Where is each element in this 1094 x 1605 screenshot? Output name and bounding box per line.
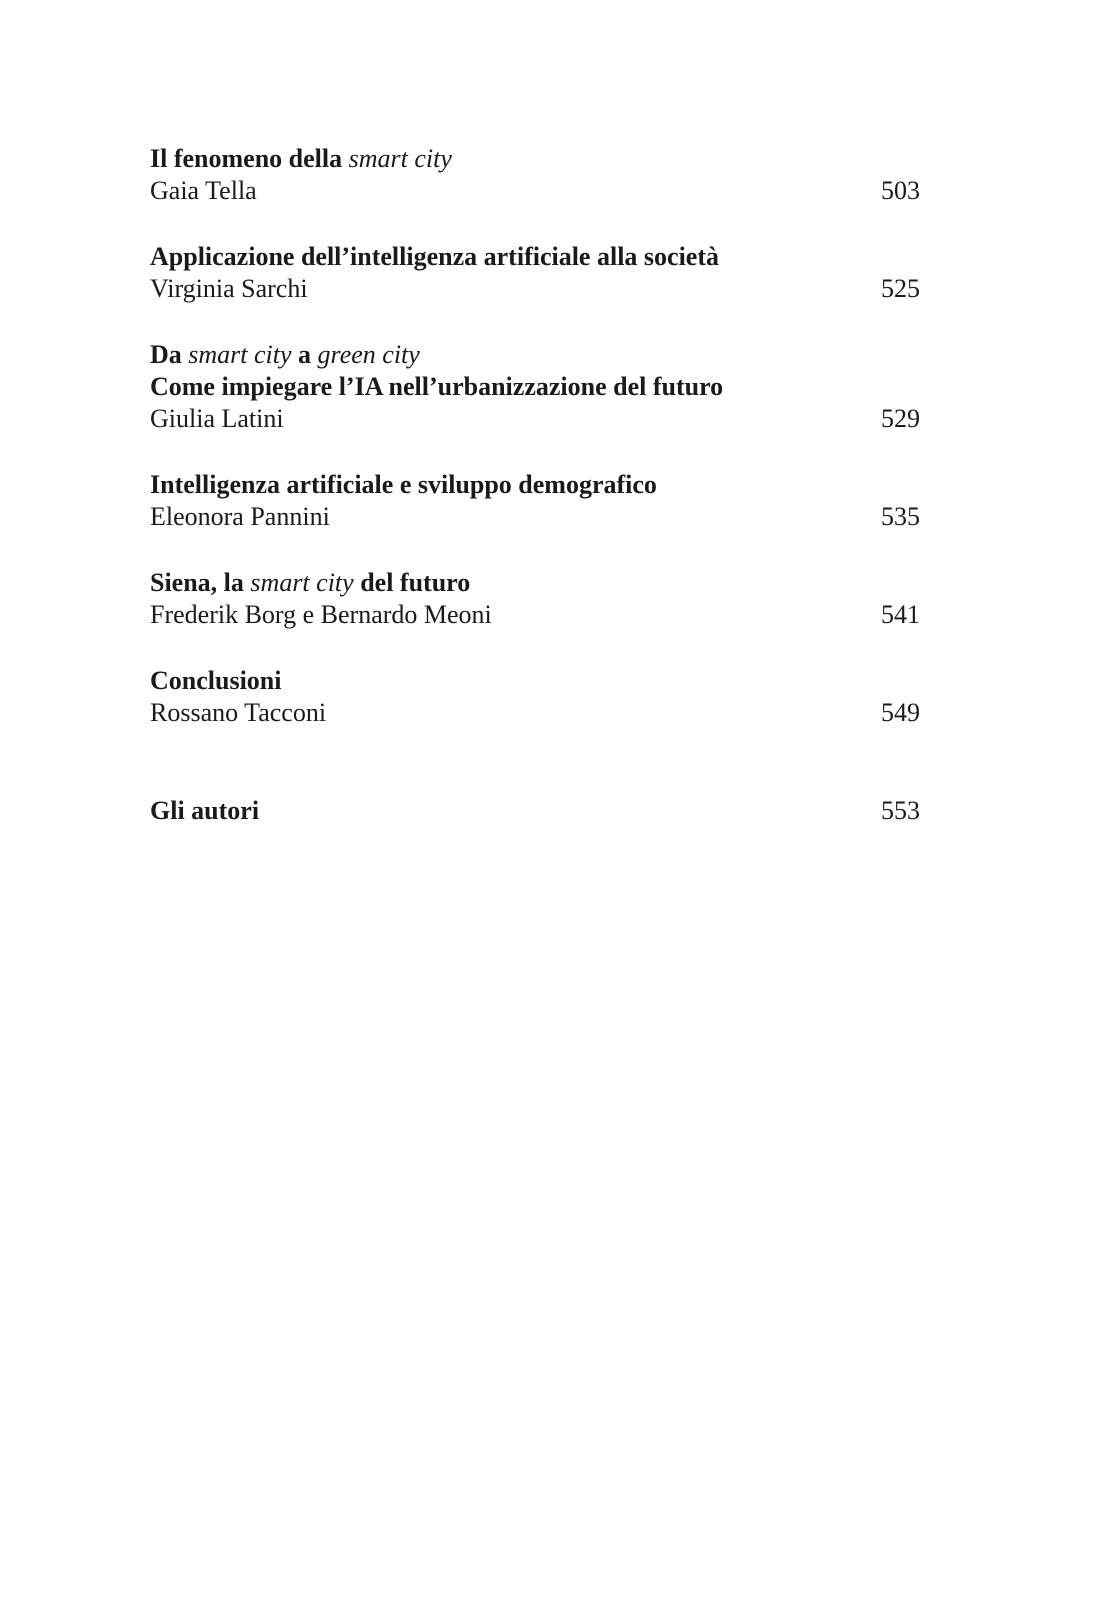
title-text: Da bbox=[150, 340, 189, 369]
entry-page-number: 541 bbox=[881, 600, 920, 629]
entry-title-row bbox=[150, 795, 920, 827]
entry-author: Frederik Borg e Bernardo Meoni bbox=[150, 600, 492, 629]
toc-entry bbox=[150, 567, 920, 631]
title-text-italic: smart city bbox=[250, 568, 354, 597]
entry-author: Eleonora Pannini bbox=[150, 502, 330, 531]
entry-page-number: 503 bbox=[881, 176, 920, 205]
entry-author-row bbox=[150, 599, 920, 631]
entry-author-row bbox=[150, 273, 920, 305]
entry-title bbox=[150, 567, 920, 599]
title-text: Siena, la bbox=[150, 568, 251, 597]
entry-author: Giulia Latini bbox=[150, 404, 284, 433]
toc-entry bbox=[150, 469, 920, 533]
toc-entry bbox=[150, 339, 920, 435]
entry-author-row bbox=[150, 175, 920, 207]
title-text-italic: smart city bbox=[188, 340, 292, 369]
entry-title bbox=[150, 241, 920, 273]
toc-entry bbox=[150, 143, 920, 207]
entry-author: Virginia Sarchi bbox=[150, 274, 308, 303]
entry-title bbox=[150, 469, 920, 501]
entry-page-number: 535 bbox=[881, 502, 920, 531]
title-text: Intelligenza artificiale e sviluppo demografico bbox=[150, 470, 657, 499]
toc-entry bbox=[150, 241, 920, 305]
title-text: del futuro bbox=[353, 568, 471, 597]
toc-entry bbox=[150, 665, 920, 729]
entry-page-number: 549 bbox=[881, 698, 920, 727]
entry-subtitle bbox=[150, 371, 920, 403]
entry-author-row bbox=[150, 501, 920, 533]
title-text: Conclusioni bbox=[150, 666, 282, 695]
entry-page-number: 525 bbox=[881, 274, 920, 303]
entry-title bbox=[150, 143, 920, 175]
entry-title bbox=[150, 339, 920, 371]
toc-entry-authors bbox=[150, 795, 920, 827]
entry-title bbox=[150, 665, 920, 697]
entry-author: Rossano Tacconi bbox=[150, 698, 327, 727]
entry-page-number: 553 bbox=[881, 796, 920, 825]
title-text-italic: green city bbox=[317, 340, 420, 369]
subtitle-text: Come impiegare l’IA nell’urbanizzazione del futuro bbox=[150, 372, 724, 401]
entry-author-row bbox=[150, 403, 920, 435]
title-text: Applicazione dell’intelligenza artificiale alla società bbox=[150, 242, 720, 271]
entry-page-number: 529 bbox=[881, 404, 920, 433]
title-text: a bbox=[291, 340, 318, 369]
entry-author-row bbox=[150, 697, 920, 729]
title-text-italic: smart city bbox=[348, 144, 452, 173]
entry-title: Gli autori bbox=[150, 796, 260, 825]
title-text: Il fenomeno della bbox=[150, 144, 349, 173]
entry-author: Gaia Tella bbox=[150, 176, 257, 205]
